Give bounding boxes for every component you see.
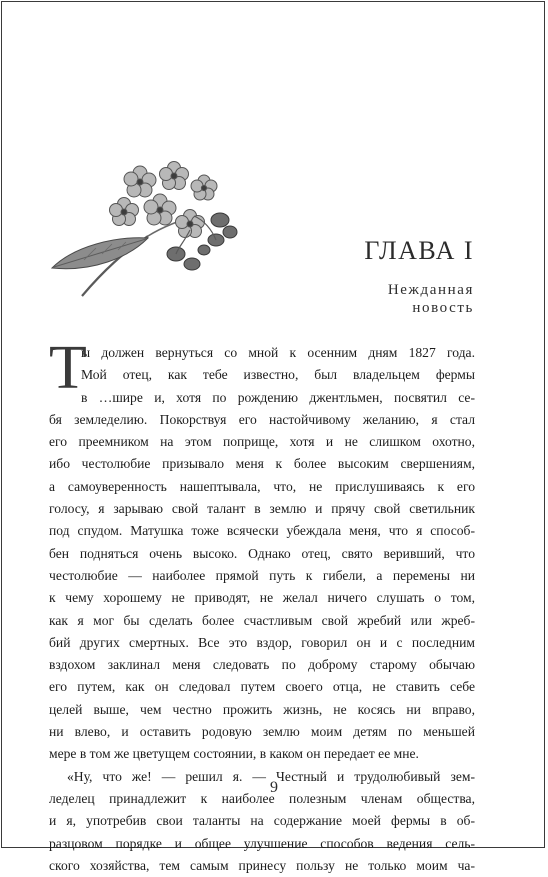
- chapter-subtitle-line-1: Нежданная: [387, 282, 474, 298]
- text-line: целей выше, чем честно прожить жизнь, не косясь ни вправо,: [49, 701, 475, 717]
- text-line: ни влево, и оставить родовую землю моим детям по меньшей: [49, 724, 475, 740]
- chapter-subtitle: [388, 281, 474, 317]
- text-line: мере в том же цветущем состоянии, в каком он передает ее мне.: [49, 746, 419, 762]
- text-line: бя земледелию. Покорствуя его настойчивому желанию, я стал: [49, 411, 475, 427]
- text-line: голосу, я зарываю свой талант в землю и прячу свой светильник: [49, 501, 475, 517]
- text-line: и я, употребив свои таланты на содержание моей фермы в об-: [49, 813, 475, 829]
- text-line: Мой отец, как тебе известно, был владельцем фермы: [81, 367, 475, 383]
- text-line: как я мог бы сделать более счастливым свой жребий или жреб-: [49, 612, 475, 628]
- forget-me-not-flower-illustration: [44, 150, 264, 310]
- text-line: под спудом. Матушка тоже всячески убеждала меня, что я способ-: [49, 523, 475, 539]
- text-line: ибо честолюбие призывало меня к более высоким свершениям,: [49, 456, 475, 472]
- text-line: разцовом порядке и общее улучшение способов ведения сель-: [49, 835, 475, 851]
- text-line: его преемником на этом поприще, хотя и не слишком охотно,: [49, 434, 475, 450]
- chapter-subtitle-line-2: новость: [412, 300, 474, 316]
- text-line: ского хозяйства, тем самым принесу пользу не только моим ча-: [49, 857, 475, 873]
- chapter-title: ГЛАВА I: [364, 236, 474, 265]
- text-line: бий других смертных. Все это вздор, говорил он и с последним: [49, 634, 475, 650]
- text-line: а самоуверенность нашептывала, что, не прислушиваясь к его: [49, 478, 475, 494]
- text-line: честолюбие — наиболее прямой путь к гибели, а перемены ни: [49, 567, 475, 583]
- text-line: ы должен вернуться со мной к осенним дням 1827 года.: [81, 345, 475, 360]
- text-line: вздохом заклинал меня следовать по доброму старому обычаю: [49, 657, 475, 673]
- text-line: в …шире и, хотя по рождению джентльмен, посвятил се-: [81, 389, 475, 405]
- page-number: 9: [270, 779, 278, 796]
- drop-cap: Т: [49, 334, 87, 402]
- text-line: его путем, как он следовал путем своего отца, не ставить себе: [49, 679, 475, 695]
- text-line: бен подняться очень высоко. Однако отец, свято веривший, что: [49, 545, 475, 561]
- text-line: леделец принадлежит к наиболее полезным членам общества,: [49, 790, 475, 806]
- first-paragraph: [49, 334, 475, 409]
- text-line: к чему хорошему не приводят, не желал ничего слушать о том,: [49, 590, 475, 606]
- text-line: «Ну, что же! — решил я. — Честный и трудолюбивый зем-: [67, 768, 475, 784]
